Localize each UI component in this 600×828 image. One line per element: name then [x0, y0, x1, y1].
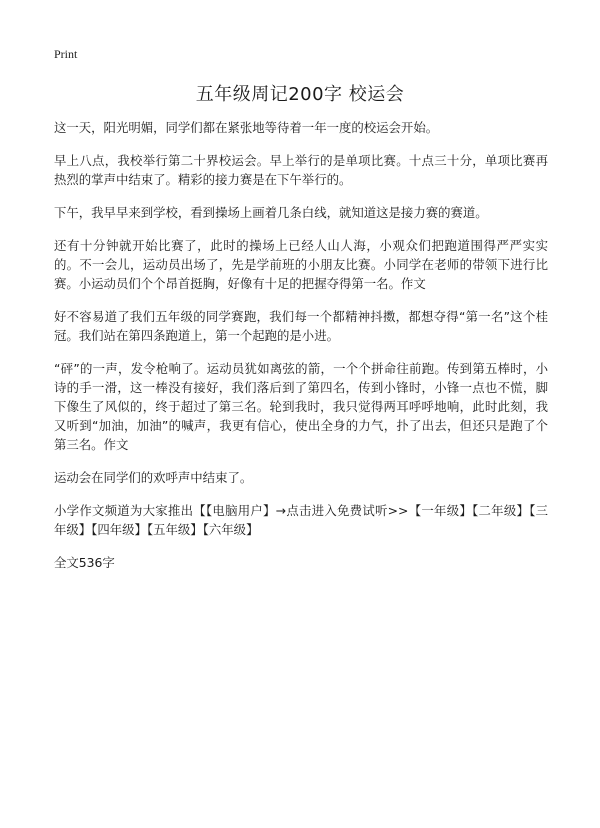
grade-link-5[interactable]: 【五年级】: [146, 522, 203, 537]
grade-link-4[interactable]: 【四年级】: [91, 522, 147, 537]
word-count: 全文536字: [54, 555, 115, 570]
grade-link-1[interactable]: 【一年级】: [408, 503, 473, 518]
promo-prefix: 小学作文频道为大家推出【: [54, 503, 206, 518]
paragraph: 运动会在同学们的欢呼声中结束了。: [54, 470, 253, 485]
paragraph: 早上八点，我校举行第二十界校运会。早上举行的是单项比赛。十点三十分，单项比赛再热烈的掌声中结束了。精彩的接力赛是在下午举行的。: [54, 153, 548, 187]
grade-link-2[interactable]: 【二年级】: [472, 503, 530, 518]
paragraph: 好不容易道了我们五年级的同学赛跑，我们每一个都精神抖擞，都想夺得“第一名”这个桂冠。我们站在第四条跑道上，第一个起跑的是小进。: [54, 309, 548, 343]
grade-link-6[interactable]: 【六年级】: [202, 522, 259, 537]
print-link[interactable]: Print: [54, 47, 78, 61]
promo-line: [54, 501, 548, 539]
promo-main-link[interactable]: 【电脑用户】→点击进入免费试听>>: [205, 503, 409, 518]
paragraph: “砰”的一声，发令枪响了。运动员犹如离弦的箭，一个个拼命往前跑。传到第五棒时，小诗的手一滑，这一棒没有接好，我们落后到了第四名，传到小锋时，小锋一点也不慌，脚下像生了风似的，终于超过了第三名。轮到我时，我只觉得两耳呼呼地响，此时此刻，我又听到“加油，加油”的喊声，我更有信心，使出全身的力气，扑了出去，但还只是跑了个第三名。作文: [54, 361, 548, 452]
paragraph: 这一天，阳光明媚，同学们都在紧张地等待着一年一度的校运会开始。: [54, 120, 439, 135]
paragraph: 还有十分钟就开始比赛了，此时的操场上已经人山人海，小观众们把跑道围得严严实实的。不一会儿，运动员出场了，先是学前班的小朋友比赛。小同学在老师的带领下进行比赛。小运动员们个个昂首挺胸，好像有十足的把握夺得第一名。作文: [54, 238, 548, 291]
grade-link-3[interactable]: 【三年级】: [54, 503, 548, 537]
paragraph: 下午，我早早来到学校，看到操场上画着几条白线，就知道这是接力赛的赛道。: [54, 205, 488, 220]
article-title: 五年级周记200字 校运会: [195, 84, 405, 105]
article-body: [54, 118, 548, 572]
